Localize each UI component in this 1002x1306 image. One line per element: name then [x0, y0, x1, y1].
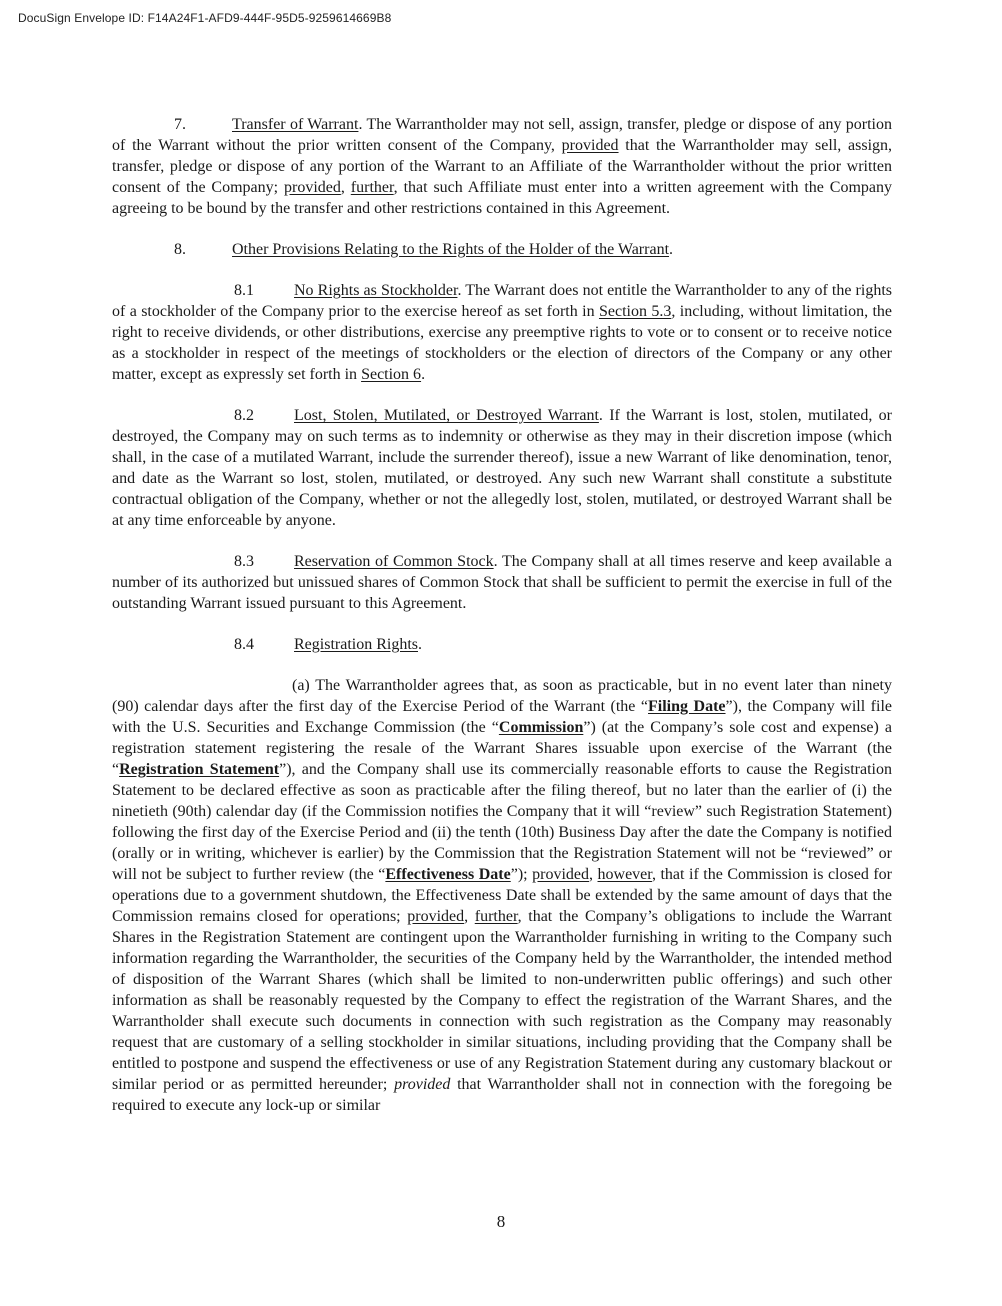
section-reference: Section 6	[361, 366, 422, 383]
section-title: Other Provisions Relating to the Rights of the Holder of the Warrant	[232, 241, 670, 258]
section-title: Transfer of Warrant	[232, 116, 359, 133]
section-title: Reservation of Common Stock	[294, 553, 494, 570]
defined-term: Effectiveness Date	[385, 866, 511, 883]
section-title: Lost, Stolen, Mutilated, or Destroyed Warrant	[294, 407, 599, 424]
section-8-3: 8.3 Reservation of Common Stock. The Company shall at all times reserve and keep available a number of its authorized but unissued shares of Common Stock that shall be sufficient to permit the exercise in full of the outstanding Warrant issued pursuant to this Agreement.	[112, 553, 893, 612]
section-number: 8.	[174, 241, 186, 258]
envelope-id: DocuSign Envelope ID: F14A24F1-AFD9-444F-95D5-9259614669B8	[18, 11, 392, 25]
section-number: 8.4	[234, 636, 254, 653]
section-8-4-a: (a) The Warrantholder agrees that, as soon as practicable, but in no event later than ninety (90) calendar days after the first day of the Exercise Period of the Warrant (the “Filing Date”), the Company will file with the U.S. Securities and Exchange Commission (the “Commission”) (at the Company’s sole cost and expense) a registration statement registering the resale of the Warrant Shares issuable upon exercise of the Warrant (the “Registration Statement”), and the Company shall use its commercially reasonable efforts to cause the Registration Statement to be declared effective as soon as practicable after the filing thereof, but no later than the earlier of (i) the ninetieth (90th) calendar day (if the Commission notifies the Company that it will “review” such Registration Statement) following the first day of the Exercise Period and (ii) the tenth (10th) Business Day after the date the Company is notified (orally or in writing, whichever is earlier) by the Commission that the Registration Statement will not be “reviewed” or will not be subject to further review (the “Effectiveness Date”); provided, however, that if the Commission is closed for operations due to a government shutdown, the Effectiveness Date shall be extended by the same amount of days that the Commission remains closed for operations; provided, further, that the Company’s obligations to include the Warrant Shares in the Registration Statement are contingent upon the Warrantholder furnishing in writing to the Company such information regarding the Warrantholder, the securities of the Company held by the Warrantholder, the intended method of disposition of the Warrant Shares (which shall be limited to non-underwritten public offerings) and such other information as shall be reasonably requested by the Company to effect the registration of the Warrant Shares, and the Warrantholder shall execute such documents in connection with such registration as the Company may reasonably request that are customary of a selling stockholder in similar situations, including providing that the Company shall be entitled to postpone and suspend the effectiveness or use of any Registration Statement during any customary blackout or similar period or as permitted hereunder; provided that Warrantholder shall not in connection with the foregoing be required to execute any lock-up or similar	[112, 677, 893, 1114]
section-title: No Rights as Stockholder	[294, 282, 458, 299]
section-8-2: 8.2 Lost, Stolen, Mutilated, or Destroyed Warrant. If the Warrant is lost, stolen, mutilated, or destroyed, the Company may on such terms as to indemnity or otherwise as they may in their discretion impose (which shall, in the case of a mutilated Warrant, include the surrender thereof), issue a new Warrant of like denomination, tenor, and date as the Warrant so lost, stolen, mutilated, or destroyed. Any such new Warrant shall constitute a substitute contractual obligation of the Company, whether or not the allegedly lost, stolen, mutilated, or destroyed Warrant shall be at any time enforceable by anyone.	[112, 407, 892, 529]
defined-term: Registration Statement	[119, 761, 280, 778]
section-8-4-heading: 8.4 Registration Rights.	[234, 636, 422, 653]
page-number: 8	[496, 1212, 506, 1231]
defined-term: Filing Date	[648, 698, 726, 715]
section-number: 7.	[174, 116, 186, 133]
section-number: 8.2	[234, 407, 254, 424]
section-8-heading: 8. Other Provisions Relating to the Rights of the Holder of the Warrant.	[174, 241, 674, 258]
defined-term: Commission	[498, 719, 584, 736]
section-number: 8.3	[234, 553, 254, 570]
section-title: Registration Rights	[294, 636, 418, 653]
section-8-1: 8.1 No Rights as Stockholder. The Warrant does not entitle the Warrantholder to any of the rights of a stockholder of the Company prior to the exercise hereof as set forth in Section 5.3, including, without limitation, the right to receive dividends, or other distributions, exercise any preemptive rights to vote or to consent or to receive notice as a stockholder in respect of the meetings of stockholders or the election of directors of the Company or any other matter, except as expressly set forth in Section 6.	[112, 282, 893, 383]
section-7: 7. Transfer of Warrant. The Warrantholder may not sell, assign, transfer, pledge or dispose of any portion of the Warrant without the prior written consent of the Company, provided that the Warrantholder may sell, assign, transfer, pledge or dispose of any portion of the Warrant to an Affiliate of the Warrantholder without the prior written consent of the Company; provided, further, that such Affiliate must enter into a written agreement with the Company agreeing to be bound by the transfer and other restrictions contained in this Agreement.	[112, 116, 893, 217]
section-reference: Section 5.3	[598, 303, 672, 320]
document-body	[112, 114, 892, 1116]
section-number: 8.1	[234, 282, 254, 299]
